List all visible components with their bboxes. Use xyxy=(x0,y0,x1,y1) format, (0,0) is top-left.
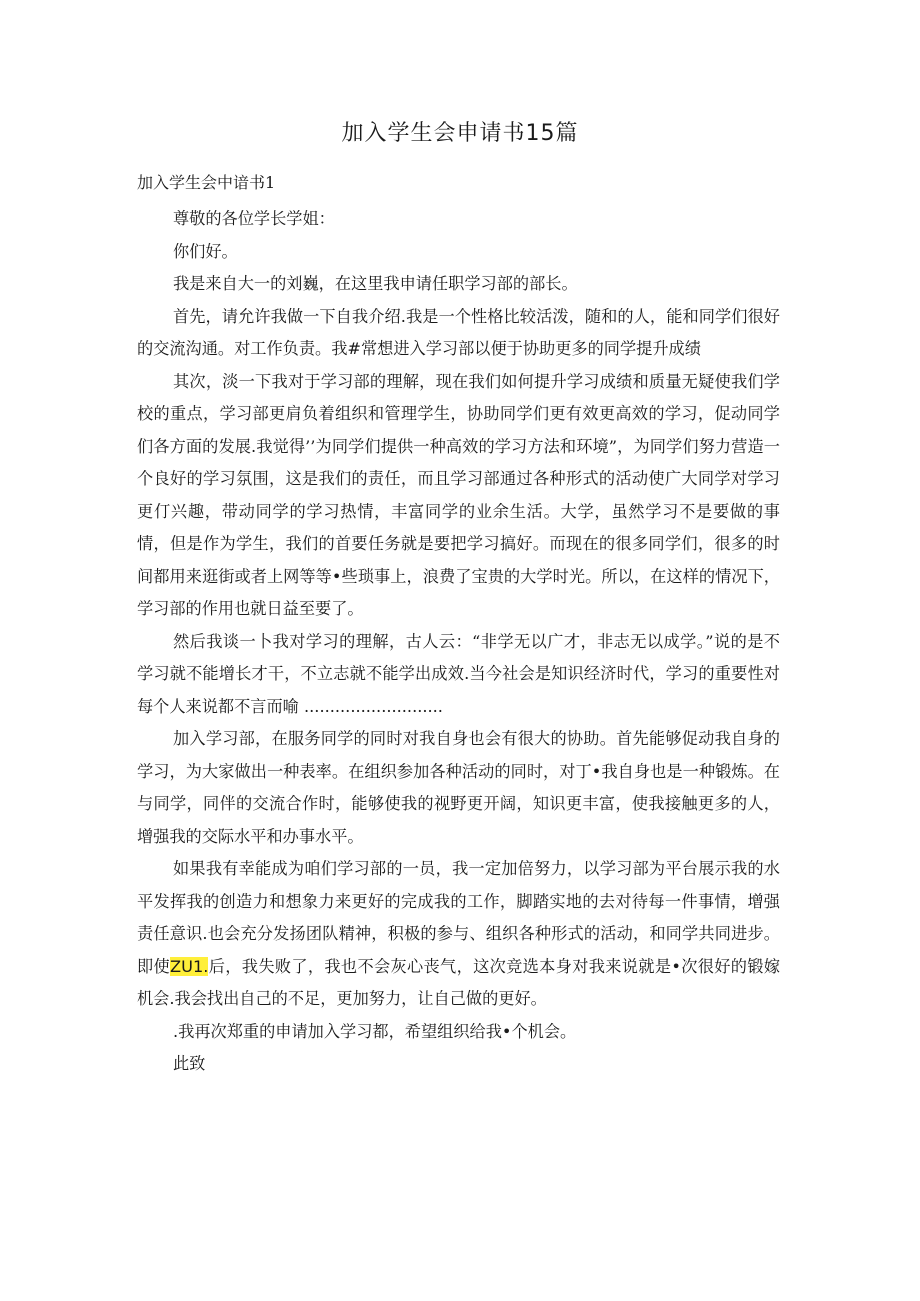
paragraph-fifth-part2: 后，我失败了，我也不会灰心丧气，这次竞选本身对我来说就是•次很好的锻嫁机会.我会找出自己的不足，更加努力，让自己做的更好。 xyxy=(137,956,781,1008)
highlighted-text: ZU1. xyxy=(170,956,209,976)
paragraph-first: 首先，请允许我做一下自我介绍.我是一个性格比较活泼，随和的人，能和同学们很好的交流沟通。对工作负责。我#常想进入学习部以便于协助更多的同学提升成绩 xyxy=(137,306,780,358)
paragraph-fourth: 加入学习部，在服务同学的同时对我自身也会有很大的协助。首先能够促动我自身的学习，为大家做出一种表率。在组织参加各种活动的同时，对丁•我自身也是一种锻炼。在与同学，同伴的交流合作时，能够使我的视野更开阔，知识更丰富，使我接触更多的人，增强我的交际水平和办事水平。 xyxy=(137,729,780,846)
document-subtitle: 加入学生会中谙书1 xyxy=(137,173,276,192)
paragraph-fifth-part1: 如果我有幸能成为咱们学习部的一员，我一定加倍努力，以学习部为平台展示我的水平发挥我的创造力和想象力来更好的完成我的工作，脚踏实地的去对待每一件事情，增强责任意识.也会充分发扬团队精神，积极的参与、组织各种形式的活动，和同学共同进步。即使 xyxy=(137,859,780,976)
paragraph-closing: .我再次郑重的申请加入学习都，希望组织给我•个机会。 xyxy=(173,1021,577,1041)
salutation: 尊敬的各位学长学姐： xyxy=(173,209,335,228)
paragraph-third: 然后我谈一卜我对学习的理解，古人云：“非学无以广才，非志无以成学。”说的是不学习就不能增长才干，不立志就不能学出成效.当今社会是知识经济时代，学习的重要性对每个人来说都不言而喻 ........................... xyxy=(137,631,780,716)
sign-off: 此致 xyxy=(173,1054,206,1073)
paragraph-fifth xyxy=(137,853,780,1016)
paragraph-intro: 我是来自大一的刘巍，在这里我申请任职学习部的部长。 xyxy=(173,274,578,293)
document-title: 加入学生会申请书15篇 xyxy=(341,121,579,146)
paragraph-second: 其次，淡一下我对于学习部的理解，现在我们如何提升学习成绩和质量无疑使我们学校的重点，学习部更肩负着组织和管理学生，协助同学们更有效更高效的学习，促动同学们各方面的发展.我觉得’’为同学们提供一种高效的学习方法和环境”，为同学们努力营造一个良好的学习氛围，这是我们的责任，而且学习部通过各种形式的活动使广大同学对学习更仃兴趣，带动同学的学习热情，丰富同学的业余生活。大学，虽然学习不是要做的事情，但是作为学生，我们的首要任务就是要把学习搞好。而现在的很多同学们，很多的时间都用来逛街或者上网等等•些琐事上，浪费了宝贵的大学时光。所以，在这样的情况下，学习部的作用也就日益至要了。 xyxy=(137,371,780,618)
document-body xyxy=(137,203,780,1081)
greeting: 你们好。 xyxy=(173,241,238,261)
